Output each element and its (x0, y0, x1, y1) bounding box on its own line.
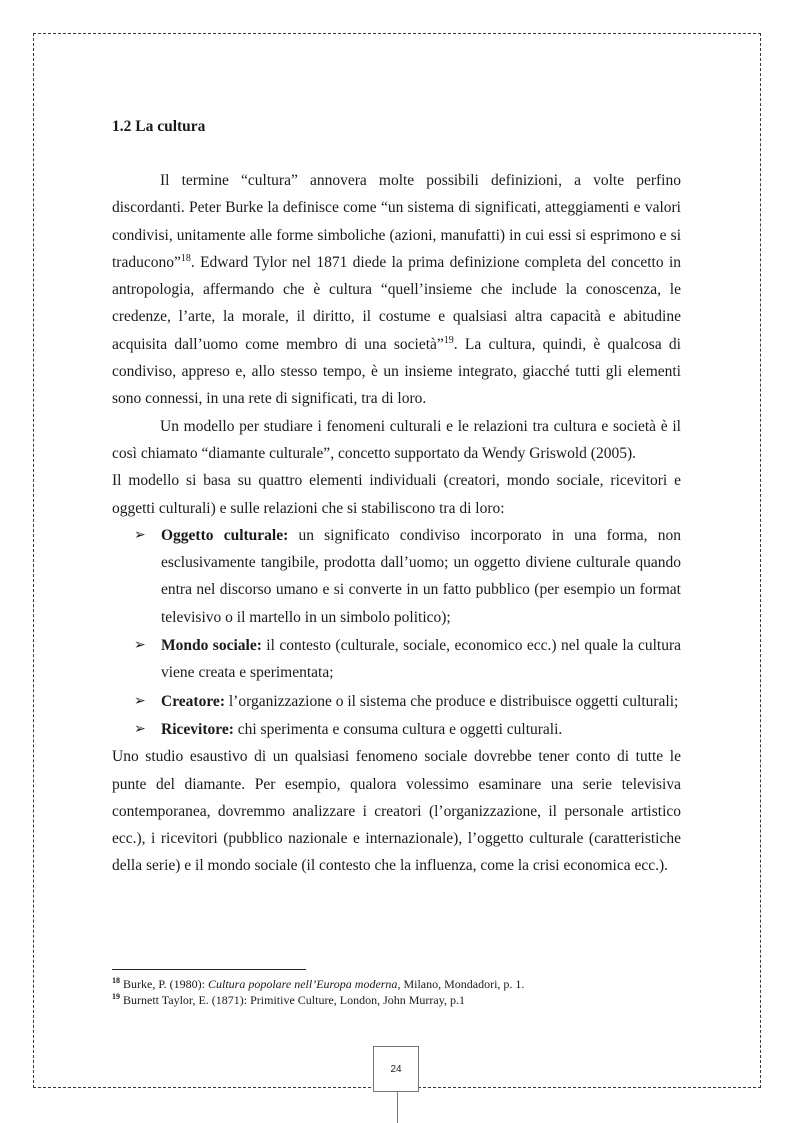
paragraph-3: Il modello si basa su quattro elementi individuali (creatori, mondo sociale, ricevitori e oggetti culturali) e sulle relazioni che si stabiliscono tra di loro: (112, 472, 681, 517)
paragraph-2: Un modello per studiare i fenomeni culturali e le relazioni tra cultura e società è il così chiamato “diamante culturale”, concetto supportato da Wendy Griswold (2005). (112, 417, 681, 462)
list-item (112, 688, 681, 715)
page-number-connector (397, 1092, 398, 1123)
arrow-bullet-icon: ➢ (134, 637, 146, 654)
arrow-bullet-icon: ➢ (134, 526, 146, 543)
footnote-separator (112, 969, 306, 970)
bullet-text: un significato condiviso incorporato in una forma, non esclusivamente tangibile, prodotta dall’uomo; un oggetto diviene culturale quando entra nel discorso umano e si converte in un fatto pubblico (per esempio un format televisivo o il martello in un simbolo politico); (161, 526, 681, 626)
list-item (112, 716, 681, 743)
bullet-text: il contesto (culturale, sociale, economico ecc.) nel quale la cultura viene creata e sperimentata; (161, 637, 681, 682)
footnote-ref-19[interactable]: 19 (443, 334, 454, 346)
footnote-19 (112, 993, 681, 1009)
arrow-bullet-icon: ➢ (134, 692, 146, 709)
paragraph-1 (112, 167, 681, 413)
paragraph-1-part-a: Il termine “cultura” annovera molte possibili definizioni, a volte perfino discordanti. Peter Burke la definisce come “un sistema di significati, atteggiamenti e valori condivisi, unitamente alle forme simboliche (azioni, manufatti) in cui essi si esprimono e si traducono” (112, 172, 681, 271)
footnote-18 (112, 977, 681, 993)
bullet-list (112, 522, 681, 743)
list-item (112, 632, 681, 687)
footnote-text: Burnett Taylor, E. (1871): Primitive Culture, London, John Murray, p.1 (120, 992, 465, 1007)
bullet-term: Ricevitore: (161, 720, 234, 738)
section-heading: 1.2 La cultura (112, 118, 206, 135)
bullet-term: Creatore: (161, 692, 225, 710)
paragraph-4: Uno studio esaustivo di un qualsiasi fenomeno sociale dovrebbe tener conto di tutte le punte del diamante. Per esempio, qualora volessimo esaminare una serie televisiva contemporanea, dovremmo analizzare i creatori (l’organizzazione, il personale artistico ecc.), i ricevitori (pubblico nazionale e internazionale), l’oggetto culturale (caratteristiche della serie) e il mondo sociale (il contesto che la influenza, come la crisi economica ecc.). (112, 748, 681, 875)
bullet-text: l’organizzazione o il sistema che produce e distribuisce oggetti culturali; (224, 692, 679, 710)
footnote-text: Burke, P. (1980): (120, 977, 208, 991)
footnote-title: Cultura popolare nell’Europa moderna (208, 977, 398, 991)
footnote-ref-18[interactable]: 18 (180, 252, 191, 264)
document-body (112, 113, 681, 880)
footnote-number: 18 (112, 976, 120, 985)
paragraph-1-part-b: . Edward Tylor nel 1871 diede la prima definizione completa del concetto in antropologia, affermando che è cultura “quell’insieme che include la conoscenza, le credenze, l’arte, la morale, il diritto, il costume e qualsiasi altra capacità e abitudine acquisita dall’uomo come membro di una società” (112, 253, 681, 353)
page-number-box (373, 1046, 419, 1092)
footnote-text-end: , Milano, Mondadori, p. 1. (397, 977, 525, 991)
footnotes (112, 977, 681, 1008)
bullet-term: Oggetto culturale: (161, 526, 289, 544)
footnote-number: 19 (112, 991, 120, 1001)
bullet-text: chi sperimenta e consuma cultura e oggetti culturali. (233, 720, 563, 738)
arrow-bullet-icon: ➢ (134, 720, 146, 737)
list-item (112, 522, 681, 631)
bullet-term: Mondo sociale: (161, 637, 262, 655)
paragraph-1-part-c: . La cultura, quindi, è qualcosa di condiviso, appreso e, allo stesso tempo, è un insieme integrato, giacché tutti gli elementi sono connessi, in una rete di significati, tra di loro. (112, 335, 681, 408)
page-number: 24 (390, 1063, 402, 1075)
